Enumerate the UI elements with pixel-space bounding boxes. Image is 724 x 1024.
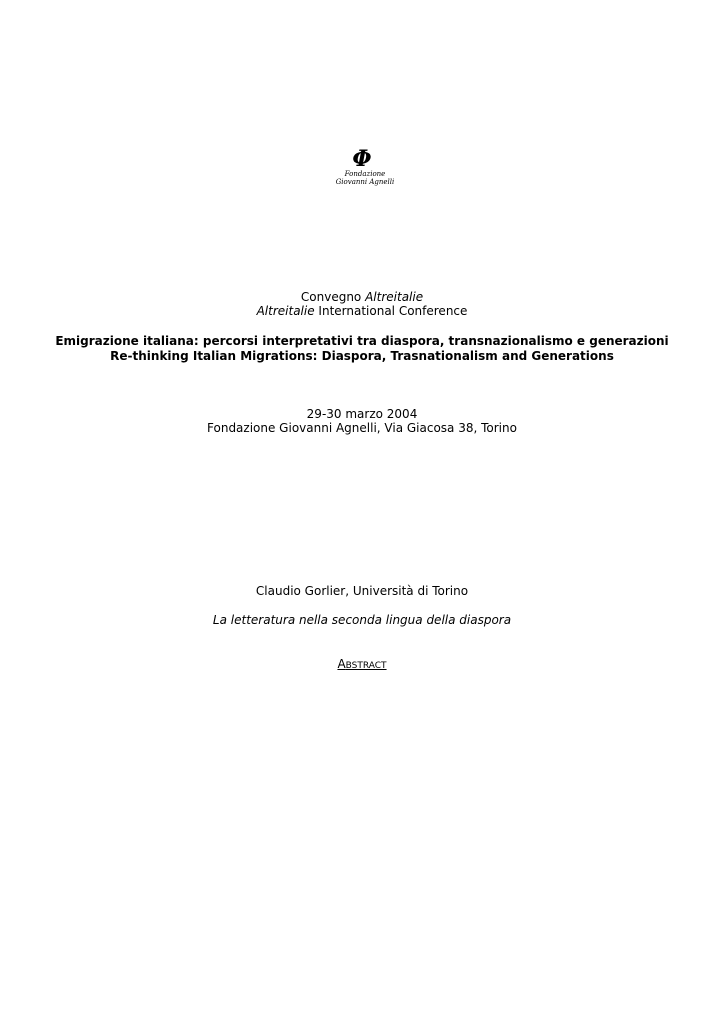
phi-logo-icon: Φ [352, 146, 372, 172]
conference-suffix: International Conference [314, 304, 468, 318]
abstract-rest: BSTRACT [345, 661, 387, 671]
event-venue: Fondazione Giovanni Agnelli, Via Giacosa 38, Torino [207, 421, 517, 435]
convegno-name: Altreitalie [365, 290, 424, 304]
title-english: Re-thinking Italian Migrations: Diaspora, Trasnationalism and Generations [110, 349, 614, 363]
conference-line [0, 303, 724, 319]
title-italian: Emigrazione italiana: percorsi interpretativi tra diaspora, transnazionalismo e generazioni [55, 334, 669, 348]
abstract-label [337, 657, 386, 671]
event-date: 29-30 marzo 2004 [306, 407, 418, 421]
abstract-first-letter: A [337, 657, 346, 671]
abstract-heading [0, 656, 724, 674]
author-line: Claudio Gorlier, Università di Torino [255, 584, 469, 598]
logo-text-line1: Fondazione [344, 170, 386, 178]
logo-text-line2: Giovanni Agnelli [335, 178, 395, 186]
paper-title: La letteratura nella seconda lingua della diaspora [212, 613, 512, 627]
conference-name: Altreitalie [256, 304, 315, 318]
foundation-logo [0, 148, 724, 186]
convegno-prefix: Convegno [300, 290, 366, 304]
